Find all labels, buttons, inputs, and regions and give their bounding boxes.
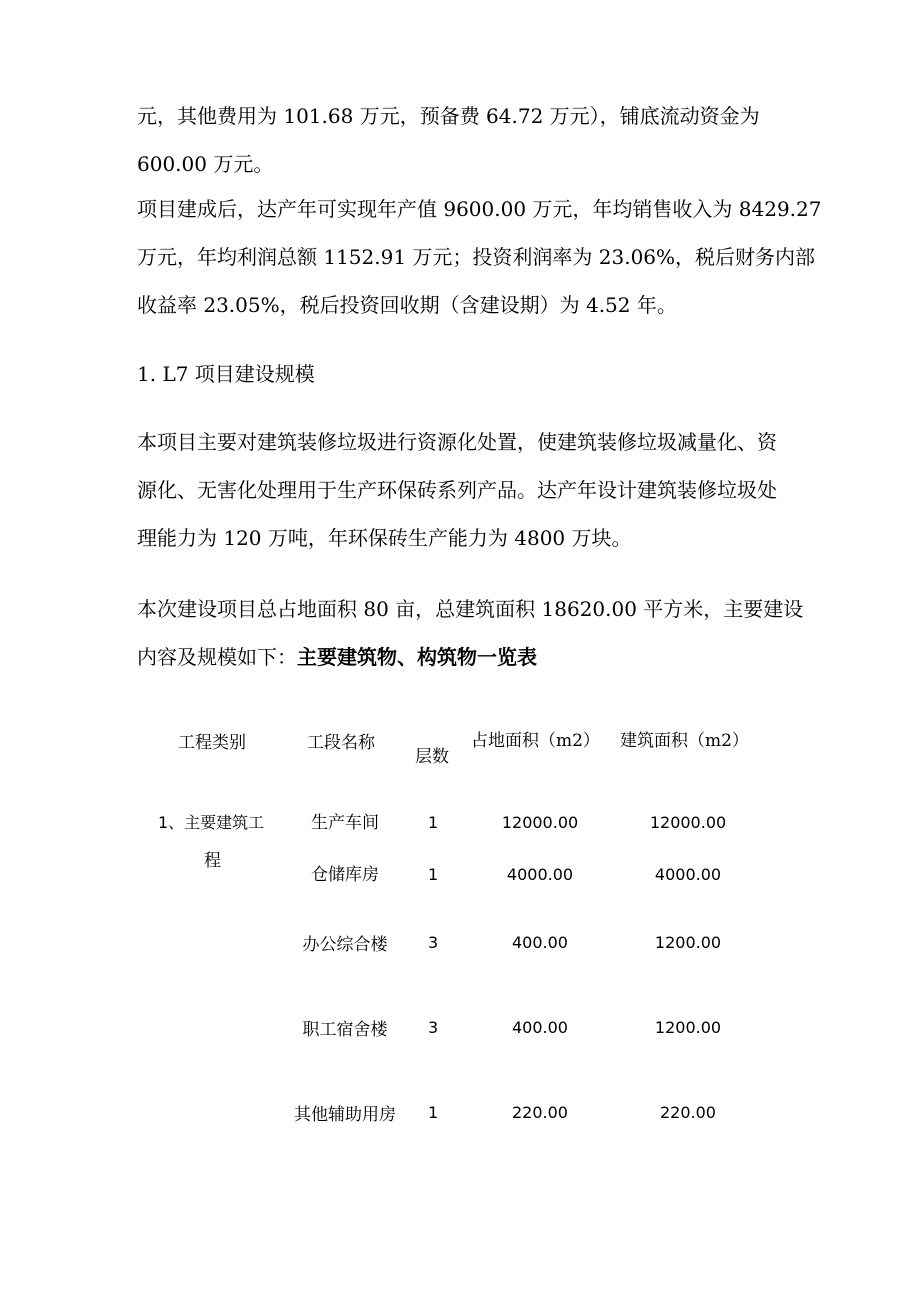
row-building-area: 1200.00 [654, 933, 722, 952]
paragraph-line: 本项目主要对建筑装修垃圾进行资源化处置，使建筑装修垃圾减量化、资 [137, 430, 777, 454]
row-name: 生产车间 [311, 813, 379, 833]
paragraph-line: 元，其他费用为 101.68 万元，预备费 64.72 万元），铺底流动资金为 [137, 104, 760, 128]
row-land-area: 4000.00 [506, 865, 574, 884]
header-floors: 层数 [415, 747, 449, 767]
row-building-area: 4000.00 [654, 865, 722, 884]
row-land-area: 400.00 [512, 1018, 568, 1037]
table-caption: 主要建筑物、构筑物一览表 [297, 645, 537, 669]
row-floors: 1 [428, 1103, 439, 1122]
row-name: 办公综合楼 [302, 935, 388, 955]
paragraph-line: 收益率 23.05%，税后投资回收期（含建设期）为 4.52 年。 [137, 293, 677, 317]
row-land-area: 220.00 [512, 1103, 568, 1122]
row-building-area: 1200.00 [654, 1018, 722, 1037]
row-name: 其他辅助用房 [294, 1105, 396, 1125]
category-text: 1、主要建筑工 [158, 813, 265, 832]
header-building-area: 建筑面积（m2） [620, 731, 749, 751]
row-name: 仓储库房 [311, 865, 379, 885]
header-land-area: 占地面积（m2） [471, 731, 600, 751]
paragraph-line [137, 633, 787, 681]
row-name: 职工宿舍楼 [302, 1020, 388, 1040]
row-land-area: 12000.00 [501, 813, 579, 832]
paragraph-line: 本次建设项目总占地面积 80 亩，总建筑面积 18620.00 平方米，主要建设 [137, 597, 804, 621]
paragraph-funding [137, 92, 787, 188]
paragraph-line: 源化、无害化处理用于生产环保砖系列产品。达产年设计建筑装修垃圾处 [137, 478, 777, 502]
paragraph-line: 项目建成后，达产年可实现年产值 9600.00 万元，年均销售收入为 8429.27 [137, 197, 822, 221]
paragraph-revenue [137, 185, 822, 329]
header-name: 工段名称 [307, 733, 375, 753]
paragraph-line: 万元，年均利润总额 1152.91 万元；投资利润率为 23.06%，税后财务内部 [137, 245, 816, 269]
category-label [158, 812, 264, 834]
paragraph-text: 内容及规模如下： [137, 645, 297, 669]
paragraph-area [137, 585, 804, 681]
row-floors: 3 [428, 1018, 439, 1037]
row-floors: 1 [428, 813, 439, 832]
section-heading: 1. L7 项目建设规模 [137, 362, 315, 386]
paragraph-line: 理能力为 120 万吨，年环保砖生产能力为 4800 万块。 [137, 526, 632, 550]
row-floors: 3 [428, 933, 439, 952]
header-category: 工程类别 [178, 733, 246, 753]
paragraph-line: 600.00 万元。 [137, 152, 274, 176]
row-floors: 1 [428, 865, 439, 884]
row-land-area: 400.00 [512, 933, 568, 952]
paragraph-scope [137, 418, 787, 562]
row-building-area: 12000.00 [649, 813, 727, 832]
row-building-area: 220.00 [660, 1103, 716, 1122]
category-label-cont: 程 [204, 851, 221, 871]
